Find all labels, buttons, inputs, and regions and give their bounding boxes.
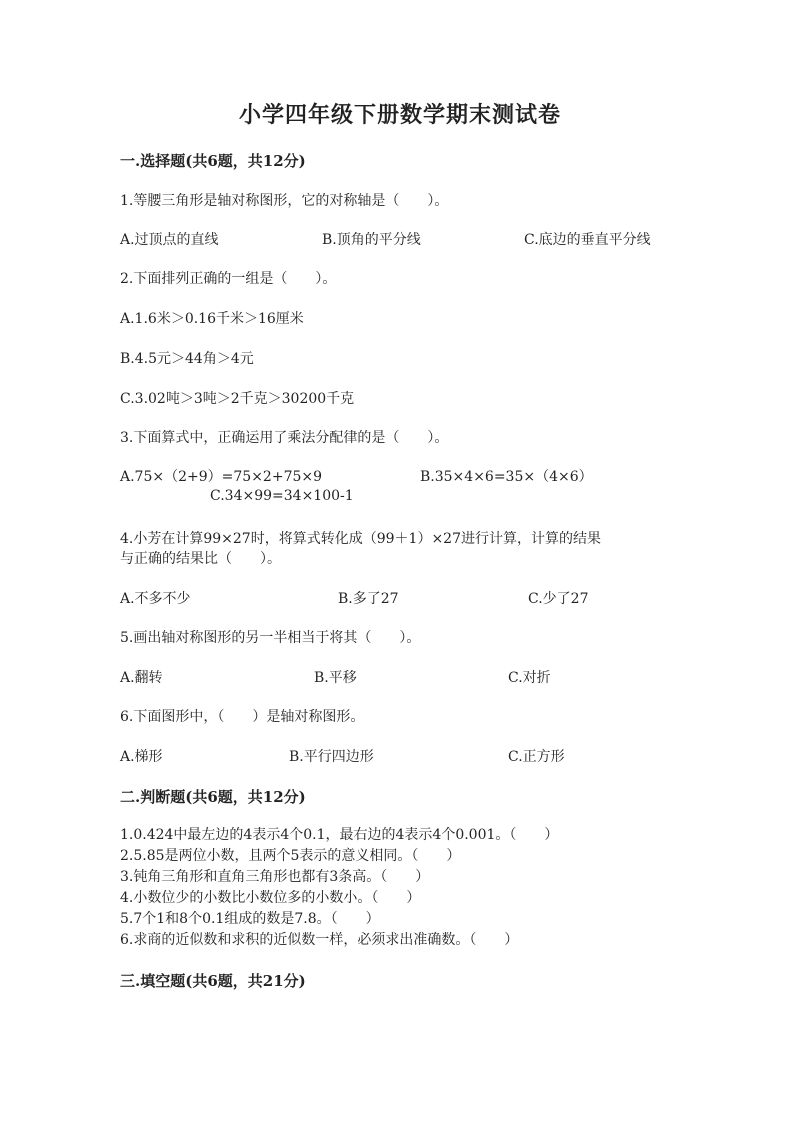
question-6: 6.下面图形中，（ ）是轴对称图形。	[120, 709, 365, 725]
question-2: 2.下面排列正确的一组是（ ）。	[120, 271, 337, 287]
judge-item-4: 4.小数位少的小数比小数位多的小数小。（ ）	[120, 890, 421, 906]
judge-item-3: 3.钝角三角形和直角三角形也都有3条高。（ ）	[120, 869, 430, 885]
question-4-option-c: C.少了27	[528, 591, 589, 607]
question-3: 3.下面算式中，正确运用了乘法分配律的是（ ）。	[120, 430, 449, 446]
question-6-option-b: B.平行四边形	[289, 749, 374, 765]
judge-item-6: 6.求商的近似数和求积的近似数一样，必须求出准确数。（ ）	[120, 932, 519, 948]
question-1-option-c: C.底边的垂直平分线	[524, 232, 651, 248]
question-2-option-c: C.3.02吨＞3吨＞2千克＞30200千克	[120, 391, 355, 407]
section-heading-fill: 三.填空题(共6题，共21分)	[120, 972, 306, 990]
question-5-option-b: B.平移	[314, 670, 357, 686]
question-4-option-b: B.多了27	[338, 591, 399, 607]
question-5-option-c: C.对折	[508, 670, 551, 686]
section-heading-choice: 一.选择题(共6题，共12分)	[120, 152, 306, 170]
judge-item-1: 1.0.424中最左边的4表示4个0.1，最右边的4表示4个0.001。（ ）	[120, 827, 559, 843]
question-6-option-a: A.梯形	[120, 749, 163, 765]
question-2-option-a: A.1.6米＞0.16千米＞16厘米	[120, 311, 304, 327]
question-4-option-a: A.不多不少	[120, 591, 191, 607]
page-title: 小学四年级下册数学期末测试卷	[238, 102, 561, 128]
question-1: 1.等腰三角形是轴对称图形，它的对称轴是（ ）。	[120, 193, 449, 209]
judge-item-5: 5.7个1和8个0.1组成的数是7.8。（ ）	[120, 911, 380, 927]
question-3-option-b: B.35×4×6=35×（4×6）	[420, 469, 593, 485]
question-3-option-a: A.75×（2+9）=75×2+75×9	[120, 469, 323, 485]
question-2-option-b: B.4.5元＞44角＞4元	[120, 351, 254, 367]
question-1-option-b: B.顶角的平分线	[322, 232, 421, 248]
question-5: 5.画出轴对称图形的另一半相当于将其（ ）。	[120, 630, 421, 646]
question-4-line-1: 4.小芳在计算99×27时，将算式转化成（99＋1）×27进行计算，计算的结果	[120, 531, 601, 547]
section-heading-judge: 二.判断题(共6题，共12分)	[120, 788, 306, 806]
judge-item-2: 2.5.85是两位小数，且两个5表示的意义相同。（ ）	[120, 848, 461, 864]
question-6-option-c: C.正方形	[508, 749, 565, 765]
question-4-line-2: 与正确的结果比（ ）。	[120, 551, 281, 567]
question-5-option-a: A.翻转	[120, 670, 163, 686]
question-1-option-a: A.过顶点的直线	[120, 232, 219, 248]
question-3-option-c: C.34×99=34×100-1	[210, 488, 354, 504]
